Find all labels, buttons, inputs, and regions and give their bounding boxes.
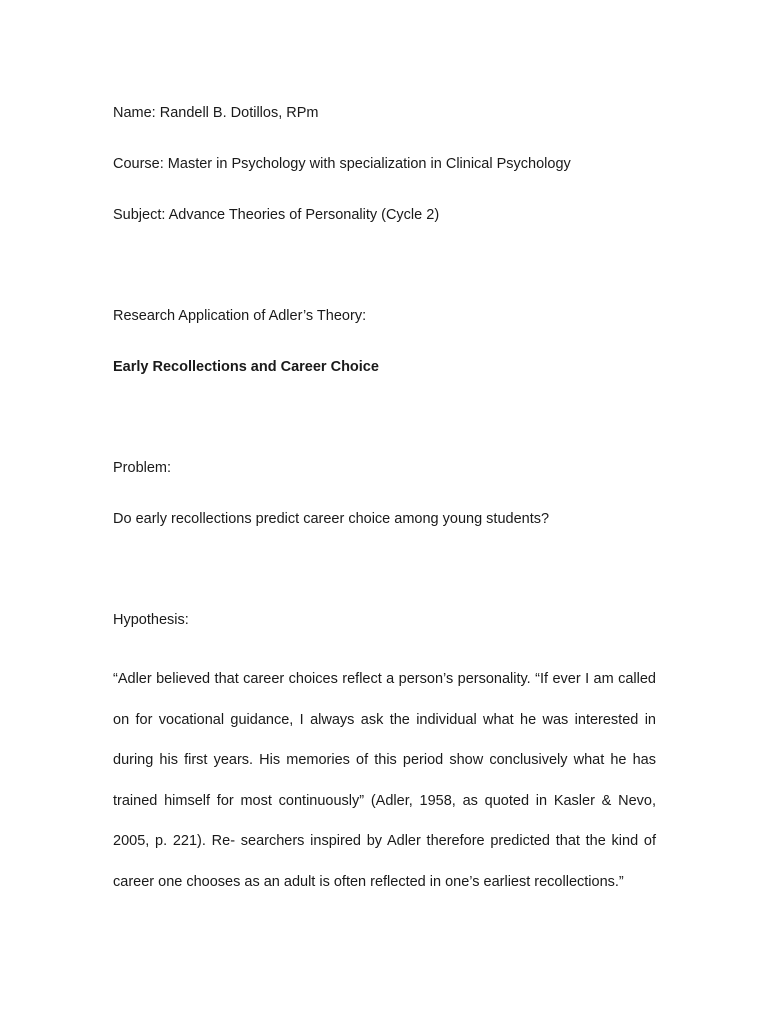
- course-line: Course: Master in Psychology with specialization in Clinical Psychology: [113, 156, 571, 172]
- research-title: Early Recollections and Career Choice: [113, 359, 379, 375]
- problem-heading: Problem:: [113, 460, 172, 476]
- student-name: Name: Randell B. Dotillos, RPm: [113, 105, 319, 121]
- subject-line: Subject: Advance Theories of Personality (Cycle 2): [113, 207, 440, 223]
- hypothesis-heading: Hypothesis:: [113, 612, 189, 628]
- hypothesis-paragraph: “Adler believed that career choices reflect a person’s personality. “If ever I am called on for vocational guidance, I always ask the individual what he was interested in during his first years. His memories of this period show conclusively what he has trained himself for most continuously” (Adler, 1958, as quoted in Kasler & Nevo, 2005, p. 221). Re- searchers inspired by Adler therefore predicted that the kind of career one chooses as an adult is often reflected in one’s earliest recollections.”: [113, 671, 656, 890]
- research-label: Research Application of Adler’s Theory:: [113, 308, 367, 324]
- problem-text: Do early recollections predict career choice among young students?: [113, 511, 550, 527]
